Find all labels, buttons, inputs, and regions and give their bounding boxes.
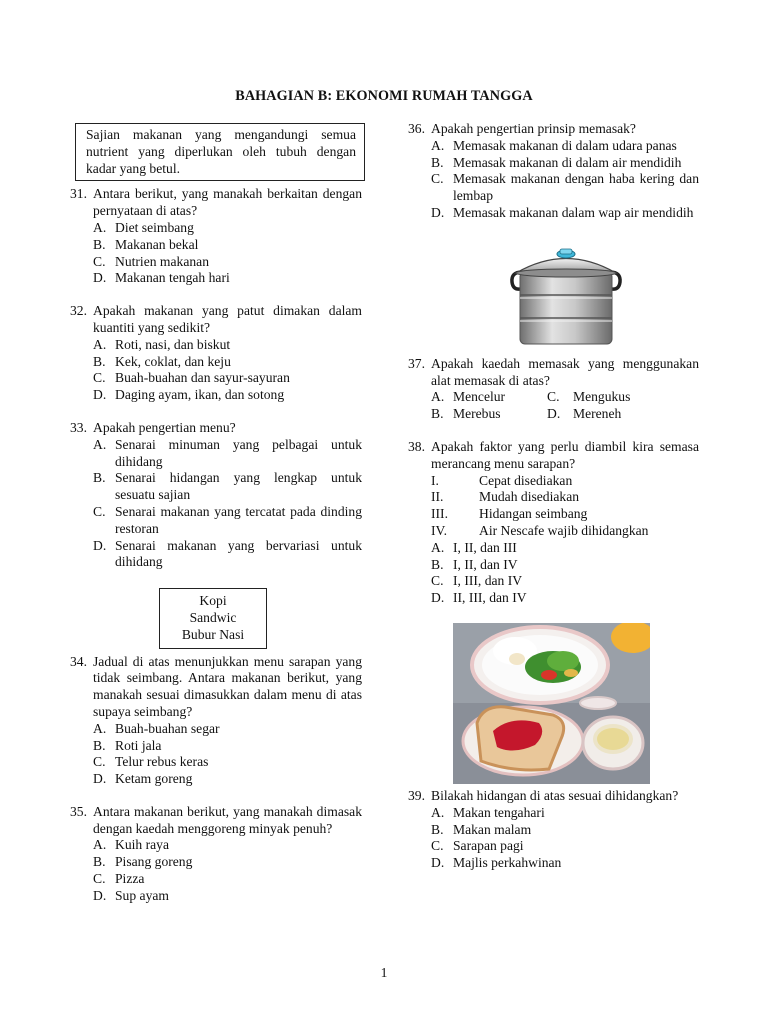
- statement-numeral: II.: [431, 489, 444, 505]
- statement-text: Hidangan seimbang: [479, 506, 588, 522]
- option[interactable]: [93, 504, 362, 538]
- question-number: 36.: [408, 121, 425, 136]
- statement: [431, 473, 699, 490]
- option[interactable]: [93, 370, 362, 387]
- option-letter: A.: [431, 804, 445, 820]
- option[interactable]: [431, 838, 699, 855]
- option-letter: A.: [93, 837, 107, 853]
- statement-text: Air Nescafe wajib dihidangkan: [479, 522, 649, 538]
- option-text: Senarai makanan yang bervariasi untuk dihidang: [115, 537, 362, 570]
- question-33: [70, 420, 362, 571]
- option-text: I, II, dan IV: [453, 556, 518, 572]
- option-letter: C.: [93, 754, 106, 770]
- option-letter: A.: [93, 219, 107, 235]
- option[interactable]: [431, 171, 699, 205]
- option[interactable]: [93, 437, 362, 471]
- option-letter: C.: [547, 389, 560, 405]
- statement: [431, 489, 699, 506]
- option-letter: D.: [93, 887, 107, 903]
- option[interactable]: [93, 387, 362, 404]
- option-letter: D.: [431, 204, 445, 220]
- option[interactable]: [547, 389, 663, 406]
- option-text: Senarai makanan yang tercatat pada dinding restoran: [115, 503, 362, 536]
- option[interactable]: [431, 540, 699, 557]
- option[interactable]: [93, 270, 362, 287]
- option-text: I, III, dan IV: [453, 573, 523, 589]
- option[interactable]: [431, 406, 547, 423]
- steamer-pot-icon: [508, 242, 624, 350]
- option[interactable]: [93, 470, 362, 504]
- option[interactable]: [93, 538, 362, 572]
- option-letter: B.: [93, 353, 106, 369]
- section-title: BAHAGIAN B: EKONOMI RUMAH TANGGA: [235, 88, 533, 104]
- option-text: Merebus: [453, 406, 501, 422]
- question-text: Jadual di atas menunjukkan menu sarapan yang tidak seimbang. Antara makanan berikut, yang manakah sesuai dimasukkan dalam menu di atas supaya seimbang?: [93, 653, 362, 719]
- option[interactable]: [93, 254, 362, 271]
- question-number: 31.: [70, 186, 87, 202]
- option-letter: D.: [431, 855, 445, 871]
- option[interactable]: [93, 237, 362, 254]
- question-34: [70, 654, 362, 788]
- option-letter: B.: [431, 821, 444, 837]
- option-text: Majlis perkahwinan: [453, 855, 562, 871]
- option-letter: C.: [93, 871, 106, 887]
- option-text: Kuih raya: [115, 837, 169, 853]
- breakfast-photo: [453, 623, 650, 784]
- option-letter: A.: [431, 539, 445, 555]
- option-text: Makan malam: [453, 821, 532, 837]
- option-letter: C.: [431, 573, 444, 589]
- option-text: Roti jala: [115, 737, 162, 753]
- option-letter: B.: [93, 470, 106, 486]
- option-text: Buah-buahan segar: [115, 720, 220, 736]
- option[interactable]: [431, 590, 699, 607]
- question-31: [70, 186, 362, 287]
- option-text: Memasak makanan dengan haba kering dan lembap: [453, 171, 699, 204]
- option-text: Pizza: [115, 871, 145, 887]
- option[interactable]: [93, 220, 362, 237]
- option[interactable]: [431, 855, 699, 872]
- option-text: Telur rebus keras: [115, 754, 209, 770]
- left-column: [70, 123, 362, 905]
- question-text: Apakah makanan yang patut dimakan dalam kuantiti yang sedikit?: [93, 303, 362, 335]
- option[interactable]: [93, 771, 362, 788]
- statement-numeral: III.: [431, 506, 448, 522]
- option-letter: C.: [431, 171, 444, 187]
- question-text: Apakah pengertian prinsip memasak?: [431, 121, 636, 136]
- option-letter: A.: [431, 137, 445, 153]
- question-39: [408, 788, 699, 872]
- option-text: Makanan bekal: [115, 236, 199, 252]
- option-letter: D.: [93, 771, 107, 787]
- option[interactable]: [93, 837, 362, 854]
- option-letter: A.: [431, 389, 445, 405]
- option-text: Daging ayam, ikan, dan sotong: [115, 387, 285, 403]
- option-text: Roti, nasi, dan biskut: [115, 336, 231, 352]
- option[interactable]: [431, 389, 547, 406]
- menu-item: Bubur Nasi: [181, 626, 245, 642]
- option[interactable]: [431, 573, 699, 590]
- option-text: Senarai hidangan yang lengkap untuk sesuatu sajian: [115, 470, 362, 503]
- option-letter: D.: [431, 590, 445, 606]
- option-text: Memasak makanan di dalam air mendidih: [453, 154, 682, 170]
- statement-numeral: I.: [431, 472, 439, 488]
- question-36: [408, 121, 699, 222]
- statement-numeral: IV.: [431, 522, 447, 538]
- question-number: 38.: [408, 438, 425, 454]
- option-text: Nutrien makanan: [115, 253, 209, 269]
- option-text: Makan tengahari: [453, 804, 545, 820]
- option[interactable]: [93, 738, 362, 755]
- option[interactable]: [93, 354, 362, 371]
- option-text: II, III, dan IV: [453, 590, 527, 606]
- option[interactable]: [431, 138, 699, 155]
- option-text: Memasak makanan dalam wap air mendidih: [453, 204, 694, 220]
- option-text: Senarai minuman yang pelbagai untuk dihidang: [115, 436, 362, 469]
- statement: [431, 506, 699, 523]
- option-text: Pisang goreng: [115, 854, 193, 870]
- option-letter: B.: [93, 854, 106, 870]
- option-letter: D.: [547, 406, 561, 422]
- option[interactable]: [431, 155, 699, 172]
- option-text: Mengukus: [573, 389, 631, 405]
- option-text: Sup ayam: [115, 887, 169, 903]
- option-letter: B.: [431, 556, 444, 572]
- option[interactable]: [547, 406, 663, 423]
- option[interactable]: [93, 754, 362, 771]
- option-letter: C.: [93, 253, 106, 269]
- option-text: Memasak makanan di dalam udara panas: [453, 137, 677, 153]
- option[interactable]: [93, 854, 362, 871]
- option-letter: A.: [93, 720, 107, 736]
- option[interactable]: [93, 888, 362, 905]
- option[interactable]: [431, 557, 699, 574]
- option[interactable]: [431, 805, 699, 822]
- question-text: Antara makanan berikut, yang manakah dimasak dengan kaedah menggoreng minyak penuh?: [93, 803, 362, 836]
- option[interactable]: [93, 871, 362, 888]
- option[interactable]: [93, 721, 362, 738]
- menu-item: Kopi: [199, 593, 227, 609]
- menu-box: [159, 588, 267, 648]
- option-letter: C.: [93, 370, 106, 386]
- question-number: 39.: [408, 787, 425, 803]
- question-number: 37.: [408, 355, 425, 371]
- option-letter: B.: [431, 406, 444, 422]
- question-number: 35.: [70, 803, 87, 819]
- option-letter: B.: [431, 154, 444, 170]
- question-number: 34.: [70, 653, 87, 669]
- question-35: [70, 804, 362, 905]
- option-letter: D.: [93, 387, 107, 403]
- option[interactable]: [431, 822, 699, 839]
- menu-item: Sandwic: [189, 609, 237, 625]
- definition-box: Sajian makanan yang mengandungi semua nutrient yang diperlukan oleh tubuh dengan kadar yang betul.: [75, 123, 365, 181]
- question-32: [70, 303, 362, 404]
- option-text: I, II, dan III: [453, 539, 517, 555]
- question-number: 32.: [70, 303, 87, 319]
- option-letter: D.: [93, 537, 107, 553]
- question-number: 33.: [70, 419, 87, 435]
- question-text: Bilakah hidangan di atas sesuai dihidangkan?: [431, 787, 679, 803]
- option[interactable]: [431, 205, 699, 222]
- option-text: Sarapan pagi: [453, 838, 524, 854]
- option-text: Ketam goreng: [115, 771, 193, 787]
- option-letter: D.: [93, 270, 107, 286]
- option-letter: B.: [93, 236, 106, 252]
- option-text: Mencelur: [453, 389, 506, 405]
- option-text: Buah-buahan dan sayur-sayuran: [115, 370, 290, 386]
- question-37: [408, 356, 699, 423]
- statement: [431, 523, 699, 540]
- option-letter: A.: [93, 436, 107, 452]
- option-text: Mereneh: [573, 406, 622, 422]
- question-text: Apakah pengertian menu?: [93, 419, 236, 435]
- option-letter: B.: [93, 737, 106, 753]
- option-text: Makanan tengah hari: [115, 270, 230, 286]
- statement-text: Mudah disediakan: [479, 489, 580, 505]
- question-text: Apakah kaedah memasak yang menggunakan alat memasak di atas?: [431, 355, 699, 388]
- option[interactable]: [93, 337, 362, 354]
- option-letter: C.: [93, 503, 106, 519]
- question-text: Apakah faktor yang perlu diambil kira semasa merancang menu sarapan?: [431, 438, 699, 471]
- option-letter: C.: [431, 838, 444, 854]
- right-column: [408, 121, 699, 872]
- option-text: Diet seimbang: [115, 219, 194, 235]
- statement-text: Cepat disediakan: [479, 472, 573, 488]
- question-text: Antara berikut, yang manakah berkaitan dengan pernyataan di atas?: [93, 186, 362, 219]
- question-38: [408, 439, 699, 607]
- option-letter: A.: [93, 336, 107, 352]
- page-number: 1: [380, 965, 388, 980]
- option-text: Kek, coklat, dan keju: [115, 353, 231, 369]
